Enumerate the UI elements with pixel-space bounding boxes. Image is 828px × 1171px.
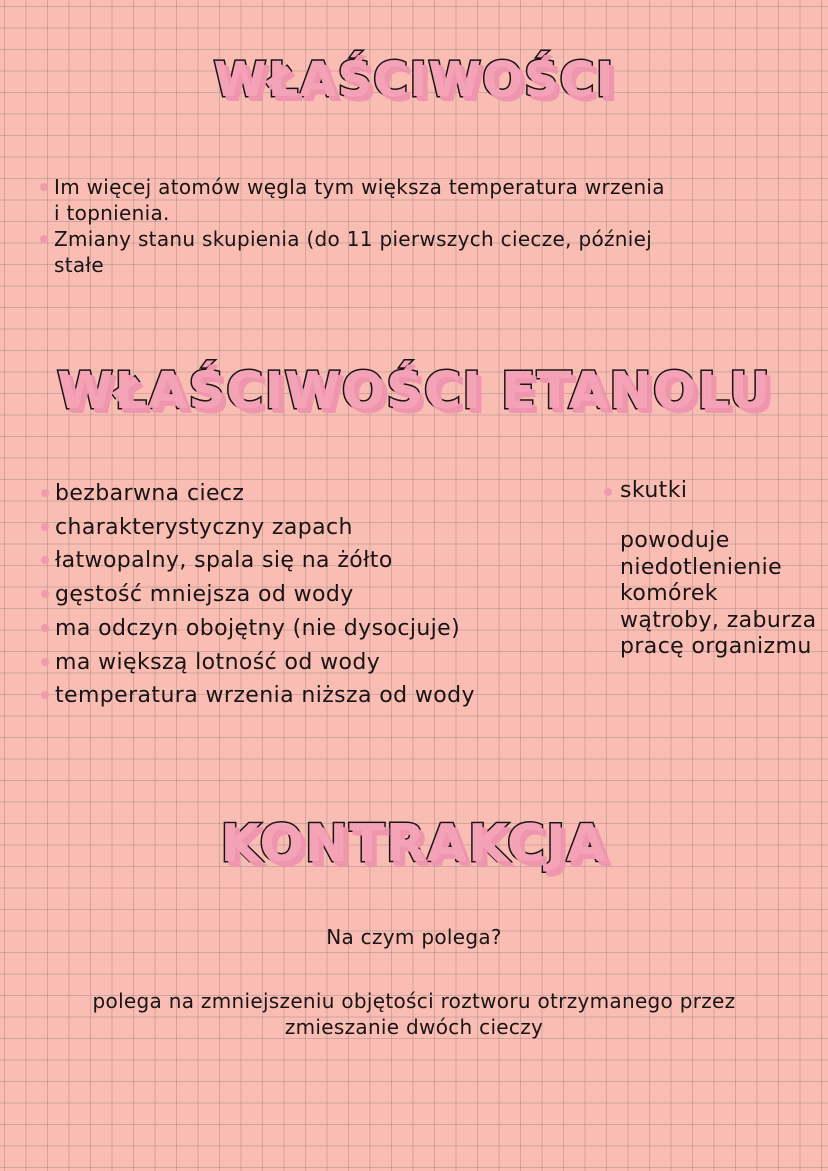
list-item: temperatura wrzenia niższa od wody bbox=[55, 679, 595, 713]
bullet-dot-icon bbox=[41, 624, 49, 632]
bullet-dot-icon bbox=[41, 658, 49, 666]
list-item: ma większą lotność od wody bbox=[55, 646, 595, 680]
properties-list bbox=[54, 174, 674, 278]
bullet-dot-icon bbox=[41, 590, 49, 598]
bullet-dot-icon bbox=[41, 691, 49, 699]
skutki-text: powoduje niedotlenienie komórek wątroby, zaburza pracę organizmu bbox=[620, 528, 817, 659]
bullet-dot-icon bbox=[41, 556, 49, 564]
answer-text: polega na zmniejszeniu objętości roztworu otrzymanego przez zmieszanie dwóch cieczy bbox=[92, 989, 736, 1039]
list-item: ma odczyn obojętny (nie dysocjuje) bbox=[55, 612, 595, 646]
ethanol-properties-list bbox=[55, 477, 595, 713]
skutki-label: skutki bbox=[620, 478, 688, 503]
heading-wlasciwosci: WŁAŚCIWOŚCI bbox=[213, 52, 615, 108]
list-item: Zmiany stanu skupienia (do 11 pierwszych ciecze, później stałe bbox=[54, 226, 674, 278]
list-item: bezbarwna ciecz bbox=[55, 477, 595, 511]
bullet-dot-icon bbox=[41, 489, 49, 497]
bullet-dot-icon bbox=[40, 235, 48, 243]
bullet-dot-icon bbox=[40, 183, 48, 191]
heading-kontrakcja: KONTRAKCJA bbox=[220, 814, 608, 874]
list-item: Im więcej atomów węgla tym większa temperatura wrzenia i topnienia. bbox=[54, 174, 674, 226]
question-text: Na czym polega? bbox=[326, 925, 502, 949]
list-item: łatwopalny, spala się na żółto bbox=[55, 544, 595, 578]
list-item: charakterystyczny zapach bbox=[55, 511, 595, 545]
heading-wlasciwosci-etanolu: WŁAŚCIWOŚCI ETANOLU bbox=[56, 362, 772, 421]
bullet-dot-icon bbox=[41, 523, 49, 531]
bullet-dot-icon bbox=[604, 488, 612, 496]
list-item: gęstość mniejsza od wody bbox=[55, 578, 595, 612]
